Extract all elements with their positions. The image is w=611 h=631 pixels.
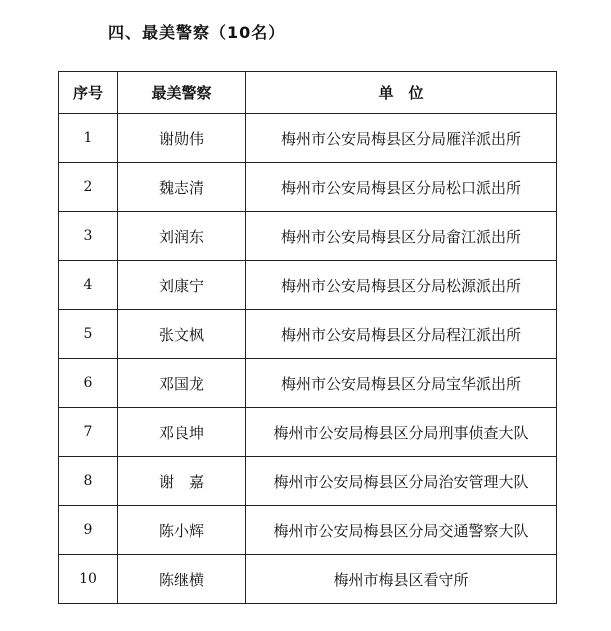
row-name: 陈小辉 (118, 506, 246, 555)
row-number: 5 (59, 310, 118, 359)
row-unit: 梅州市公安局梅县区分局宝华派出所 (246, 359, 557, 408)
row-number: 7 (59, 408, 118, 457)
header-unit: 单 位 (246, 72, 557, 114)
row-unit: 梅州市梅县区看守所 (246, 555, 557, 604)
table-row (59, 212, 557, 261)
table-row (59, 163, 557, 212)
row-number: 10 (59, 555, 118, 604)
table-row (59, 408, 557, 457)
row-name: 谢勋伟 (118, 114, 246, 163)
row-unit: 梅州市公安局梅县区分局松口派出所 (246, 163, 557, 212)
table-row (59, 114, 557, 163)
row-number: 1 (59, 114, 118, 163)
row-unit: 梅州市公安局梅县区分局刑事侦查大队 (246, 408, 557, 457)
row-unit: 梅州市公安局梅县区分局程江派出所 (246, 310, 557, 359)
row-name: 刘润东 (118, 212, 246, 261)
row-unit: 梅州市公安局梅县区分局治安管理大队 (246, 457, 557, 506)
row-unit: 梅州市公安局梅县区分局松源派出所 (246, 261, 557, 310)
row-number: 4 (59, 261, 118, 310)
table-row (59, 506, 557, 555)
row-name: 谢 嘉 (118, 457, 246, 506)
row-number: 3 (59, 212, 118, 261)
row-name: 邓良坤 (118, 408, 246, 457)
row-unit: 梅州市公安局梅县区分局雁洋派出所 (246, 114, 557, 163)
row-name: 魏志清 (118, 163, 246, 212)
table-row (59, 457, 557, 506)
section-heading: 四、最美警察（10名） (108, 23, 286, 42)
header-name: 最美警察 (118, 72, 246, 114)
row-name: 张文枫 (118, 310, 246, 359)
row-name: 陈继横 (118, 555, 246, 604)
row-name: 刘康宁 (118, 261, 246, 310)
table-row (59, 261, 557, 310)
header-number: 序号 (59, 72, 118, 114)
award-table (58, 71, 557, 604)
row-number: 9 (59, 506, 118, 555)
table-row (59, 359, 557, 408)
row-unit: 梅州市公安局梅县区分局交通警察大队 (246, 506, 557, 555)
table-row (59, 555, 557, 604)
table-row (59, 310, 557, 359)
row-number: 6 (59, 359, 118, 408)
row-number: 2 (59, 163, 118, 212)
row-unit: 梅州市公安局梅县区分局畲江派出所 (246, 212, 557, 261)
row-name: 邓国龙 (118, 359, 246, 408)
row-number: 8 (59, 457, 118, 506)
table-header-row (59, 72, 557, 114)
